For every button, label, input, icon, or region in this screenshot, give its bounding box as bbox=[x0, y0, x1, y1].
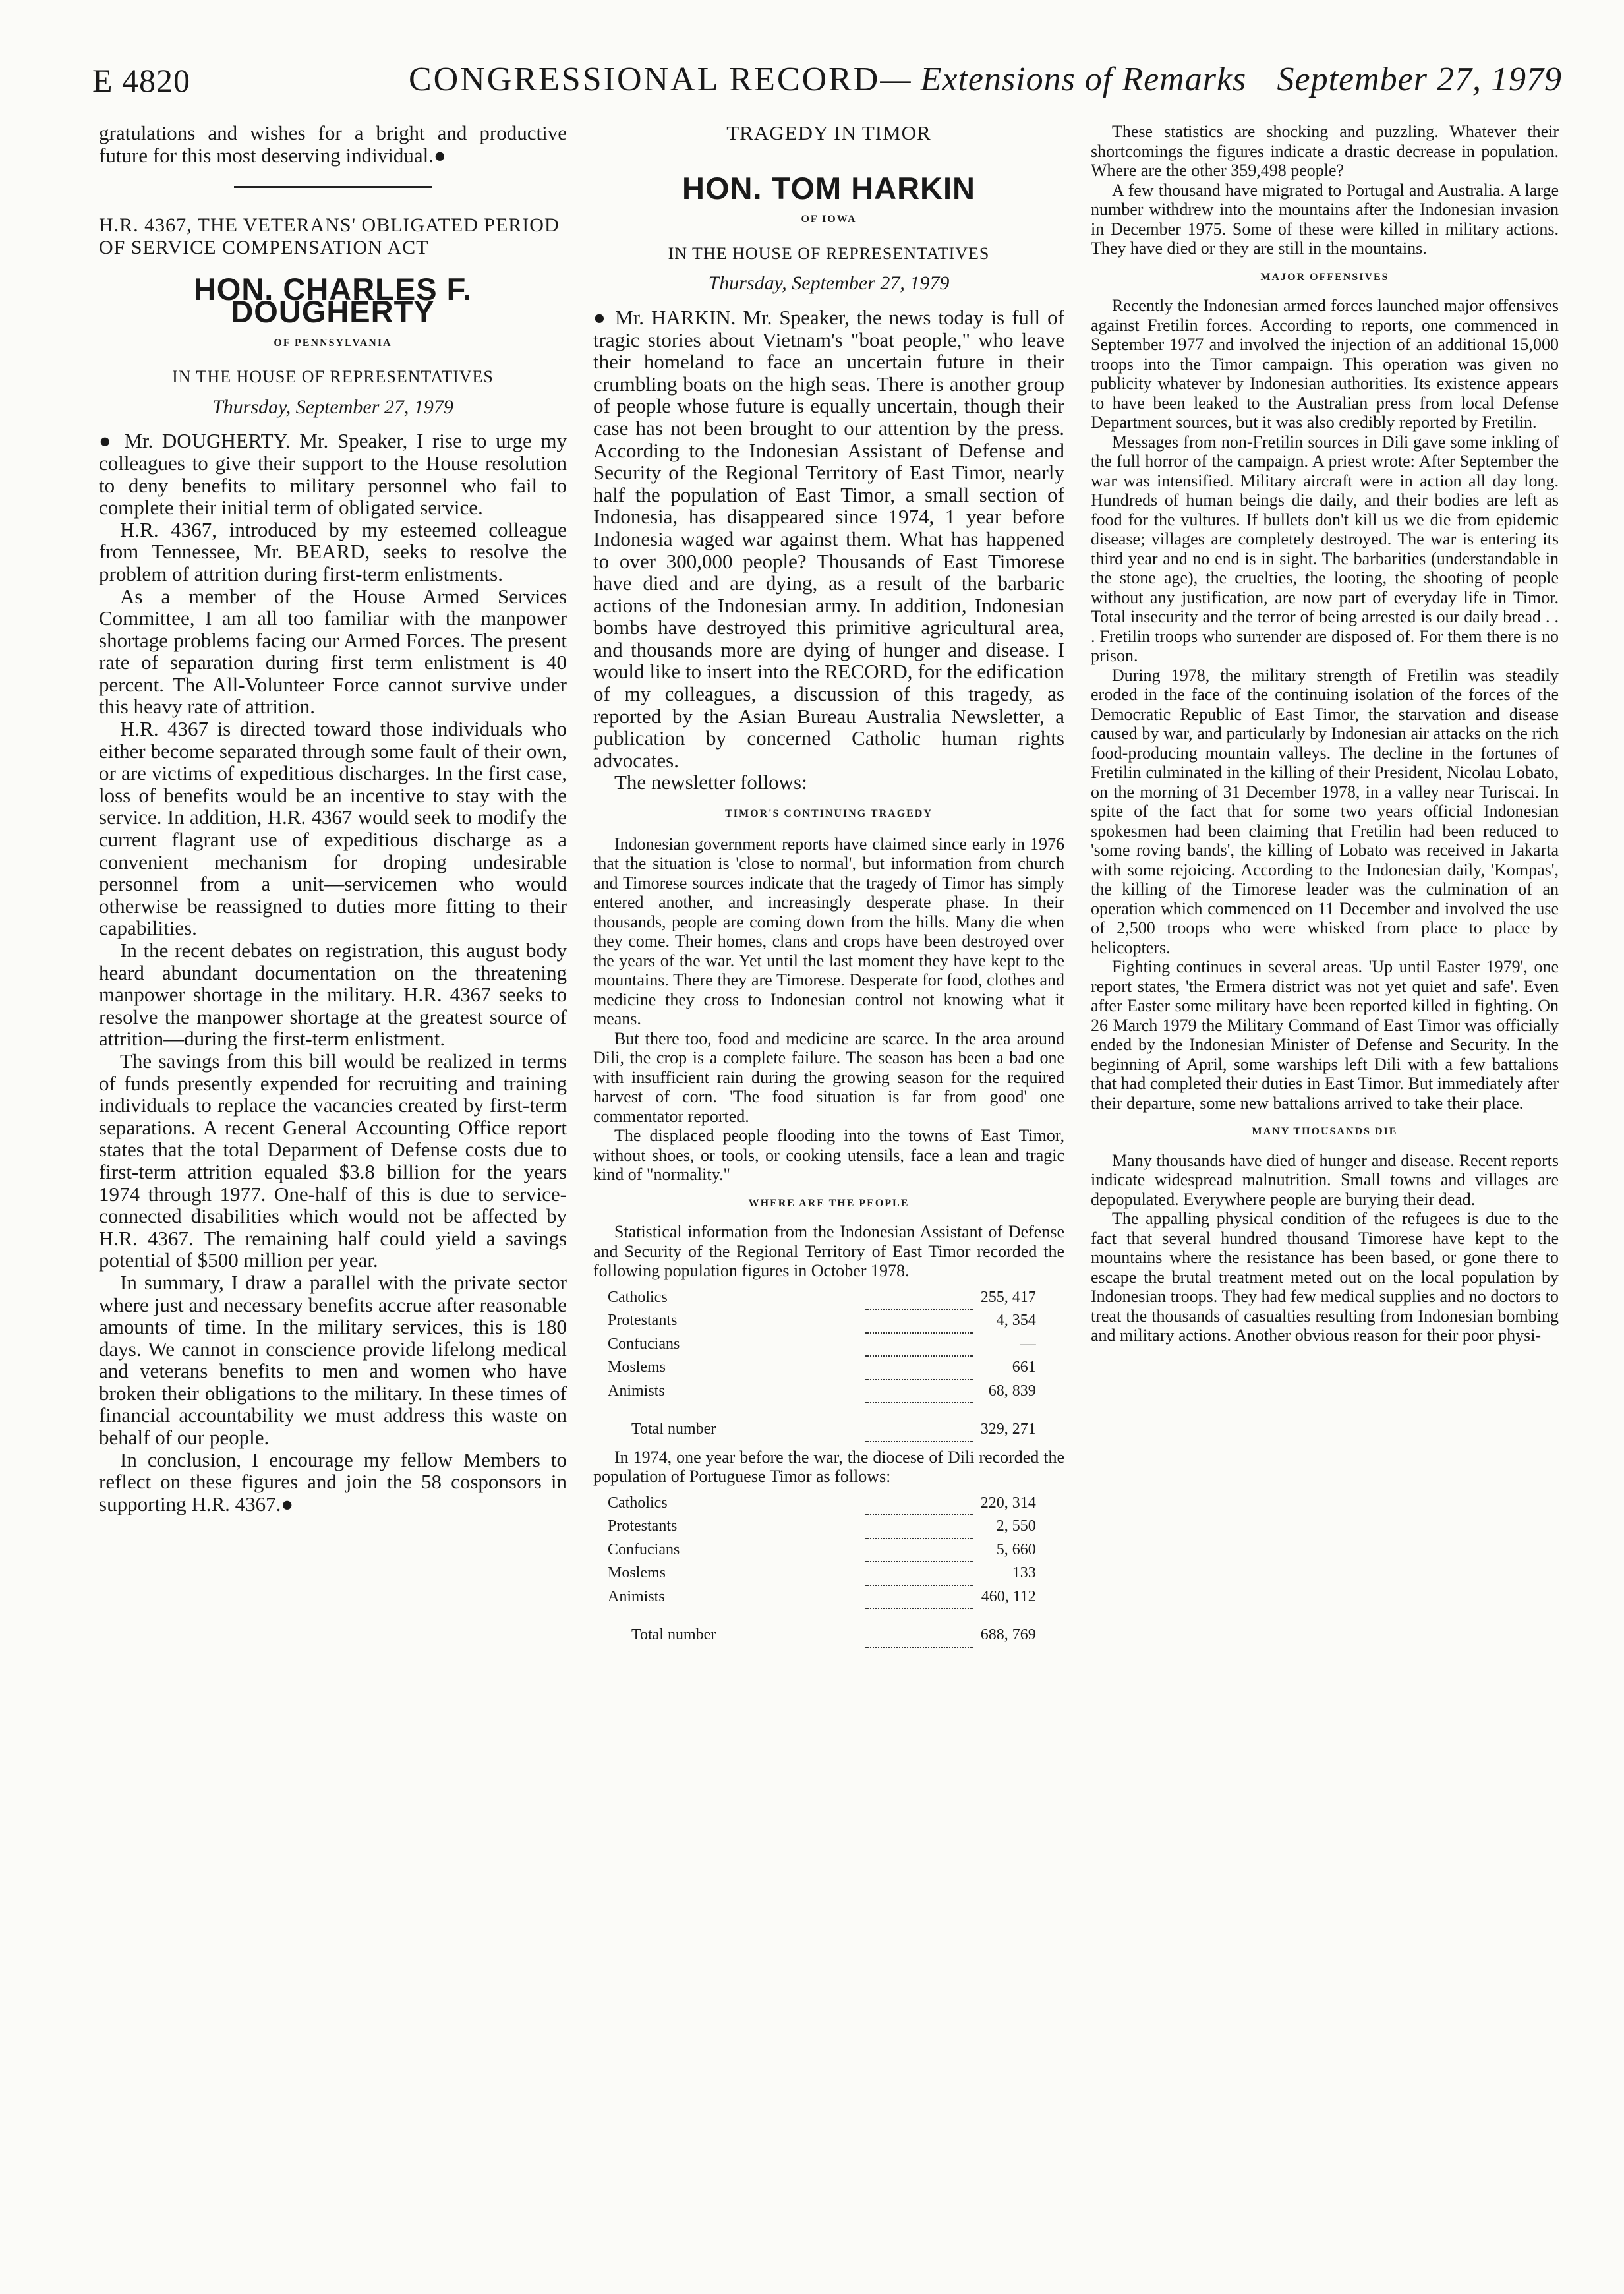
subheading: WHERE ARE THE PEOPLE bbox=[748, 1197, 910, 1209]
masthead bbox=[53, 56, 1575, 109]
paragraph: But there too, food and medicine are scarce. In the area around Dili, the crop is a complete failure. The season has been a bad one with insufficient rain during the growing season for the required harvest of corn. 'The food situation is far from good' one commentator reported. bbox=[593, 1028, 1064, 1126]
paragraph: The displaced people flooding into the towns of East Timor, without shoes, or tools, or cooking utensils, face a lean and tragic kind of "normality." bbox=[593, 1126, 1064, 1185]
paragraph: A few thousand have migrated to Portugal and Australia. A large number withdrew into the mountains after the Indonesian invasion in December 1975. Some of these were killed in military actions. They have died or they are still in the mountains. bbox=[1091, 180, 1559, 258]
paragraph: In 1974, one year before the war, the diocese of Dili recorded the population of Portuguese Timor as follows: bbox=[593, 1447, 1064, 1486]
house-line: IN THE HOUSE OF REPRESENTATIVES bbox=[668, 243, 990, 263]
paragraph: The savings from this bill would be realized in terms of funds presently expended for recruiting and training individuals to replace the vacancies created by first-term separations. A recent General Accounting Office report states that the total Deparment of Defense costs due to first-term attrition equaled $3.8 billion for the years 1974 through 1977. One-half of this is due to service-connected disabilities which would not be affected by H.R. 4367. The remaining half could yield a savings potential of $500 million per year. bbox=[99, 1049, 567, 1272]
paragraph: ● Mr. HARKIN. Mr. Speaker, the news today is full of tragic stories about Vietnam's "boat people," who leave their homeland to face an uncertain future in their crumbling boats on the high seas. There is another group of people whose future is equally uncertain, though their case has not been brought to our attention by the press. According to the Indonesian Assistant of Defense and Security of the Regional Territory of East Timor, nearly half the population of East Timor, a small section of Indonesia, has disappeared since 1974, 1 year before Indonesia waged war against them. What has happened to over 300,000 people? Thousands of East Timorese have died and are dying, as a result of the barbaric actions of the Indonesian army. In addition, Indonesian bombs have destroyed this primitive agricultural area, and thousands more are dying of hunger and disease. I would like to insert into the RECORD, for the edification of my colleagues, a discussion of this tragedy, as reported by the Asian Bureau Australia Newsletter, a publication by concerned Catholic human rights advocates. bbox=[593, 305, 1064, 772]
table-row: Confucians 5, 660 bbox=[605, 1539, 1039, 1562]
paragraph: In summary, I draw a parallel with the private sector where just and necessary benefits accrue after reasonable amounts of time. In the military services, this is 180 days. We cannot in conscience provide lifelong medical and veterans benefits to men and women who have broken their obligations to the military. In these times of financial accountability we must address this waste on behalf of our people. bbox=[99, 1270, 567, 1450]
speaker-state: OF IOWA bbox=[801, 214, 857, 225]
paragraph: ● Mr. DOUGHERTY. Mr. Speaker, I rise to urge my colleagues to give their support to the House resolution to deny benefits to military personnel who fail to complete their initial term of obligated service. bbox=[99, 429, 567, 519]
speech-date: Thursday, September 27, 1979 bbox=[708, 272, 950, 295]
table-row: Protestants 4, 354 bbox=[605, 1309, 1039, 1333]
column-2 bbox=[593, 122, 1064, 1653]
paragraph: H.R. 4367 is directed toward those individuals who either become separated through some fault of their own, or are victims of expeditious discharges. In the first case, loss of benefits would be an incentive to stay with the service. In addition, H.R. 4367 would seek to modify the current flagrant use of expeditious discharge as a convenient mechanism for droping undesirable personnel from a unit—servicemen who would otherwise be reassigned to duties more fitting to their capabilities. bbox=[99, 717, 567, 940]
paragraph: During 1978, the military strength of Fretilin was steadily eroded in the face of the continuing isolation of the forces of the Democratic Republic of East Timor, the starvation and disease caused by war, and particularly by Indonesian air attacks on the rich food-producing mountain valleys. The decline in the fortunes of Fretilin culminated in the killing of their President, Nicolau Lobato, on the morning of 31 December 1978, in a valley near Turiscai. In spite of the fact that for some two years official Indonesian spokesmen had been claiming that Fretilin had been reduced to 'some roving bands', the killing of Lobato was received in Jakarta with some rejoicing. According to the Indonesian daily, 'Kompas', the killing of the Timorese leader was the culmination of an operation which commenced on 11 December and involved the use of 2,500 troops who were whisked from place to place by helicopters. bbox=[1091, 665, 1559, 957]
paragraph: The newsletter follows: bbox=[614, 771, 807, 794]
population-table-1974 bbox=[605, 1492, 1039, 1648]
paragraph: Indonesian government reports have claimed since early in 1976 that the situation is 'close to normal', but information from church and Timorese sources indicate that the tragedy of Timor has simply entered another, and increasingly desperate phase. In their thousands, people are coming down from the hills. Many die when they come. Their homes, clans and crops have been destroyed over the years of the war. Yet until the last moment they have kept to the mountains. There they are Timorese. Desperate for food, clothes and medicine they cross to Indonesian control not knowing what it means. bbox=[593, 834, 1064, 1029]
divider bbox=[234, 186, 432, 188]
page-number: E 4820 bbox=[92, 62, 191, 99]
paragraph: H.R. 4367, introduced by my esteemed colleague from Tennessee, Mr. BEARD, seeks to resolve the problem of attrition during first-term enlistments. bbox=[99, 517, 567, 585]
speaker-state: OF PENNSYLVANIA bbox=[274, 337, 392, 349]
paragraph: Recently the Indonesian armed forces launched major offensives against Fretilin forces. According to reports, one commenced in September 1977 and involved the injection of an additional 15,000 troops into the Timor campaign. This operation was given no publicity whatever by Indonesian authorities. Its existence appears to have been leaked to the Australian press from local Defense Department sources, but it was also credibly reported by Fretilin. bbox=[1091, 296, 1559, 432]
paragraph: Many thousands have died of hunger and disease. Recent reports indicate widespread malnutrition. Small towns and villages are depopulated. Everywhere people are burying their dead. bbox=[1091, 1150, 1559, 1209]
subheading: TIMOR'S CONTINUING TRAGEDY bbox=[725, 808, 933, 820]
table-row: Catholics 255, 417 bbox=[605, 1286, 1039, 1310]
publication-title: CONGRESSIONAL RECORD— Extensions of Remarks bbox=[409, 61, 1247, 98]
table-total-row: Total number 688, 769 bbox=[605, 1608, 1039, 1647]
table-row: Animists 68, 839 bbox=[605, 1380, 1039, 1403]
speaker-name: HON. TOM HARKIN bbox=[682, 170, 975, 206]
population-table-1978 bbox=[605, 1286, 1039, 1442]
paragraph: Fighting continues in several areas. 'Up until Easter 1979', one report states, 'the Ermera district was not yet quiet and safe'. Even after Easter some military have been reported killed in fighting. On 26 March 1979 the Military Command of East Timor was officially ended by the Indonesian Minister of Defense and Security. In the beginning of April, some warships left Dili with a few battalions that had completed their duties in East Timor. But immediately after their departure, some new battalions arrived to take their place. bbox=[1091, 957, 1559, 1113]
paragraph: Statistical information from the Indonesian Assistant of Defense and Security of the Regional Territory of East Timor recorded the following population figures in October 1978. bbox=[593, 1222, 1064, 1281]
continued-text: gratulations and wishes for a bright and productive future for this most deserving individual.● bbox=[99, 121, 567, 167]
subheading: MANY THOUSANDS DIE bbox=[1252, 1126, 1398, 1137]
column-3 bbox=[1091, 122, 1559, 1345]
table-row: Moslems 661 bbox=[605, 1356, 1039, 1380]
table-row: Confucians — bbox=[605, 1333, 1039, 1357]
article-heading: TRAGEDY IN TIMOR bbox=[726, 121, 931, 144]
paragraph: Messages from non-Fretilin sources in Dili gave some inkling of the full horror of the campaign. A priest wrote: After September the war was intensified. Military aircraft were in action all day long. Hundreds of human beings die daily, and their bodies are left as food for the vultures. If bullets don't kill us we die from epidemic disease; villages are completely destroyed. The war is entering its third year and no end is in sight. The barbarities (understandable in the stone age), the cruelties, the looting, the shooting of people without any justification, are now part of everyday life in Timor. Total insecurity and the terror of being arrested is our daily bread . . . Fretilin troops who surrender are disposed of. For them there is no prison. bbox=[1091, 432, 1559, 665]
speech-date: Thursday, September 27, 1979 bbox=[212, 396, 453, 418]
paragraph: As a member of the House Armed Services Committee, I am all too familiar with the manpower shortage problems facing our Armed Forces. The present rate of separation during first term enlistment is 40 percent. The All-Volunteer Force cannot survive under this heavy rate of attrition. bbox=[99, 584, 567, 719]
table-row: Protestants 2, 550 bbox=[605, 1515, 1039, 1539]
paragraph: These statistics are shocking and puzzling. Whatever their shortcomings the figures indicate a drastic decrease in population. Where are the other 359,498 people? bbox=[1091, 122, 1559, 180]
paragraph: In the recent debates on registration, this august body heard abundant documentation on the threatening manpower shortage in the military. H.R. 4367 seeks to resolve the manpower shortage at the greatest source of attrition—during the first-term enlistment. bbox=[99, 939, 567, 1051]
house-line: IN THE HOUSE OF REPRESENTATIVES bbox=[172, 367, 494, 387]
table-row: Moslems 133 bbox=[605, 1562, 1039, 1585]
table-row: Catholics 220, 314 bbox=[605, 1492, 1039, 1515]
article-heading: H.R. 4367, THE VETERANS' OBLIGATED PERIOD OF SERVICE COMPENSATION ACT bbox=[99, 214, 560, 258]
table-total-row: Total number 329, 271 bbox=[605, 1403, 1039, 1442]
paragraph: In conclusion, I encourage my fellow Members to reflect on these figures and join the 58 cosponsors in supporting H.R. 4367.● bbox=[99, 1448, 567, 1515]
issue-date: September 27, 1979 bbox=[1277, 61, 1562, 98]
column-1 bbox=[99, 122, 567, 1515]
quoted-section bbox=[593, 835, 1064, 1648]
section-title: — Extensions of Remarks bbox=[880, 61, 1247, 98]
subheading: MAJOR OFFENSIVES bbox=[1260, 271, 1389, 283]
table-row: Animists 460, 112 bbox=[605, 1585, 1039, 1609]
paragraph: The appalling physical condition of the refugees is due to the fact that several hundred thousand Timorese have kept to the mountains where the resistance has been based, or gone there to escape the brutal treatment meted out on the local population by Indonesian troops. They had few medical supplies and no doctors to treat the thousands of casualties resulting from Indonesian bombing and military actions. Another obvious reason for their poor physi- bbox=[1091, 1209, 1559, 1345]
speaker-name: HON. CHARLES F. DOUGHERTY bbox=[193, 272, 473, 329]
